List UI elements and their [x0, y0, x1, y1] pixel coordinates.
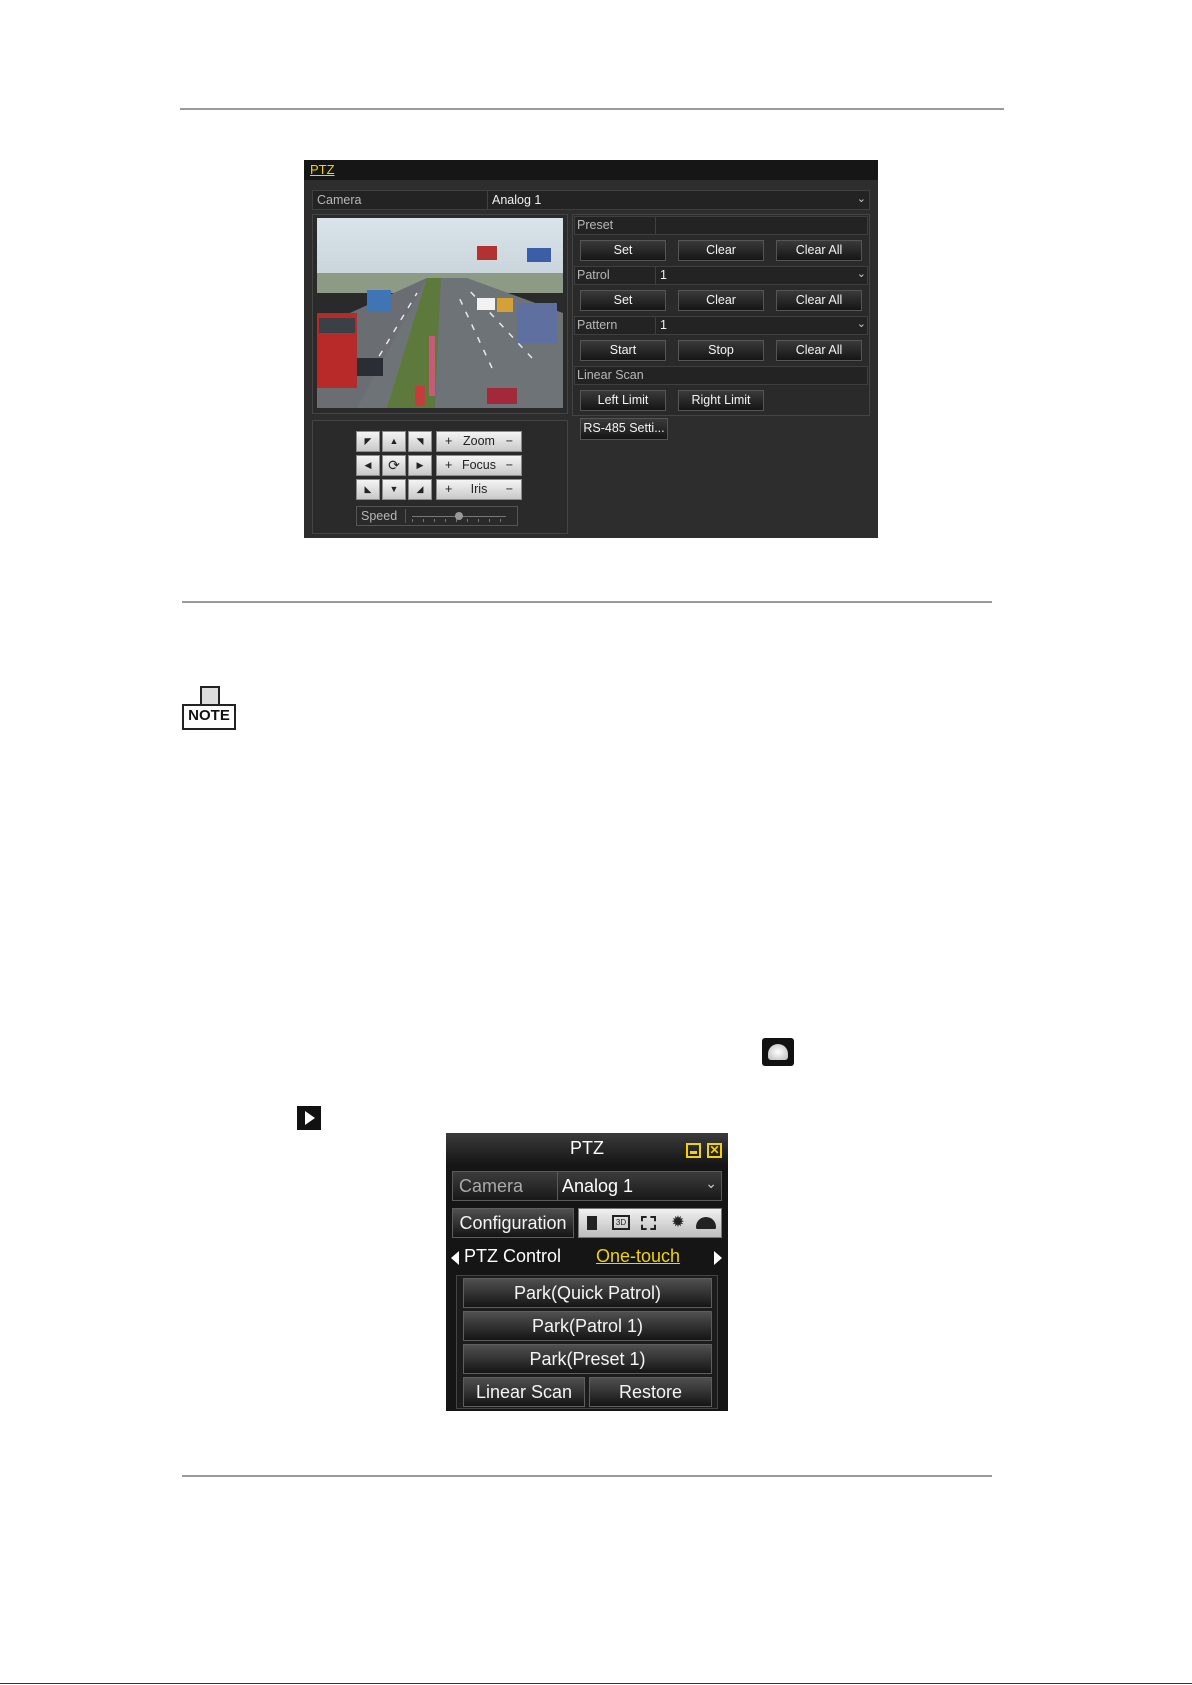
wiper-icon[interactable] [696, 1217, 716, 1229]
camera-label: Camera [459, 1176, 524, 1196]
menu-icon[interactable] [587, 1216, 597, 1230]
pan-down-left-button[interactable]: ◣ [356, 479, 380, 500]
camera-select-value: Analog 1 [492, 193, 542, 207]
pan-right-button[interactable]: ▶ [408, 455, 432, 476]
pan-down-right-button[interactable]: ◢ [408, 479, 432, 500]
ptz-control-window [446, 1133, 728, 1411]
minimize-icon [690, 1151, 697, 1154]
close-icon: ✕ [709, 1143, 720, 1157]
pattern-label: Pattern [577, 318, 618, 332]
patrol-label: Patrol [577, 268, 610, 282]
zoom-in-button[interactable]: + [445, 434, 453, 448]
zoom-label: Zoom [463, 434, 495, 448]
iris-control[interactable] [436, 479, 522, 500]
rs485-settings-button[interactable]: RS-485 Setti... [580, 418, 668, 440]
right-limit-button[interactable]: Right Limit [678, 390, 764, 411]
zoom-control[interactable] [436, 431, 522, 452]
preset-label: Preset [577, 218, 614, 232]
linear-scan-row [574, 366, 868, 385]
note-label: NOTE [182, 704, 236, 730]
pattern-clear-all-button[interactable]: Clear All [776, 340, 862, 361]
rotate-icon: ⟳ [388, 457, 400, 473]
3d-icon-text: 3D [615, 1218, 627, 1227]
preset-clear-all-button[interactable]: Clear All [776, 240, 862, 261]
linear-scan-button[interactable]: Linear Scan [463, 1377, 585, 1407]
restore-button[interactable]: Restore [589, 1377, 712, 1407]
ptz-tab-bar [304, 160, 878, 180]
note-clip-shape [200, 686, 220, 706]
park-patrol-button[interactable]: Park(Patrol 1) [463, 1311, 712, 1341]
chevron-down-icon: ⌄ [856, 193, 866, 205]
patrol-row [574, 266, 868, 285]
left-limit-button[interactable]: Left Limit [580, 390, 666, 411]
footer-rule [0, 1683, 1192, 1684]
camera-select[interactable] [487, 191, 870, 209]
pan-up-button[interactable]: ▲ [382, 431, 406, 452]
preset-row [574, 216, 868, 235]
header-rule [180, 108, 1004, 110]
camera-select[interactable] [557, 1172, 722, 1200]
crop-icon[interactable] [641, 1216, 656, 1230]
iris-label: Iris [470, 482, 488, 496]
camera-row [452, 1171, 722, 1201]
tab-one-touch[interactable]: One-touch [596, 1246, 681, 1266]
pattern-row [574, 316, 868, 335]
ptz-toolbar [578, 1208, 722, 1238]
patrol-clear-button[interactable]: Clear [678, 290, 764, 311]
tab-ptz[interactable]: PTZ [310, 162, 335, 177]
pattern-select[interactable] [655, 317, 868, 334]
preset-set-button[interactable]: Set [580, 240, 666, 261]
tab-prev-arrow[interactable] [451, 1251, 459, 1265]
configuration-button[interactable]: Configuration [452, 1208, 574, 1238]
pan-up-left-button[interactable]: ◤ [356, 431, 380, 452]
live-view-image [317, 218, 563, 408]
tab-next-arrow[interactable] [714, 1251, 722, 1265]
pan-up-right-button[interactable]: ◥ [408, 431, 432, 452]
pattern-stop-button[interactable]: Stop [678, 340, 764, 361]
patrol-select-value: 1 [660, 268, 667, 282]
focus-label: Focus [461, 458, 497, 472]
iris-plus-button[interactable]: + [445, 482, 453, 496]
iris-minus-button[interactable]: − [505, 482, 513, 496]
park-quick-patrol-button[interactable]: Park(Quick Patrol) [463, 1278, 712, 1308]
section-rule-1 [182, 601, 992, 603]
speed-slider-handle[interactable] [455, 512, 463, 520]
park-preset-button[interactable]: Park(Preset 1) [463, 1344, 712, 1374]
linear-scan-label: Linear Scan [577, 368, 644, 382]
speed-control [356, 506, 518, 526]
light-icon[interactable]: ✹ [671, 1214, 685, 1231]
chevron-down-icon: ⌄ [856, 318, 866, 330]
patrol-select[interactable] [655, 267, 868, 284]
pan-down-button[interactable]: ▼ [382, 479, 406, 500]
3d-icon[interactable] [612, 1215, 630, 1230]
window-title-bar [446, 1133, 728, 1165]
focus-control[interactable] [436, 455, 522, 476]
window-title: PTZ [570, 1138, 604, 1158]
ptz-settings-panel [304, 160, 878, 538]
speed-label: Speed [361, 509, 398, 523]
focus-minus-button[interactable]: − [505, 458, 513, 472]
camera-label: Camera [317, 193, 362, 207]
auto-pan-button[interactable] [382, 455, 406, 476]
section-rule-2 [182, 1475, 992, 1477]
preset-clear-button[interactable]: Clear [678, 240, 764, 261]
focus-plus-button[interactable]: + [445, 458, 453, 472]
pan-left-button[interactable]: ◀ [356, 455, 380, 476]
tab-ptz-control[interactable]: PTZ Control [464, 1246, 562, 1266]
minimize-button[interactable] [686, 1143, 701, 1158]
preset-input[interactable] [655, 217, 868, 234]
camera-row [312, 190, 870, 210]
chevron-down-icon: ⌄ [705, 1175, 717, 1191]
speed-slider[interactable] [405, 509, 512, 523]
expand-arrow-icon [297, 1106, 321, 1130]
pattern-select-value: 1 [660, 318, 667, 332]
patrol-clear-all-button[interactable]: Clear All [776, 290, 862, 311]
zoom-out-button[interactable]: − [505, 434, 513, 448]
patrol-set-button[interactable]: Set [580, 290, 666, 311]
camera-select-value: Analog 1 [562, 1176, 634, 1196]
pattern-start-button[interactable]: Start [580, 340, 666, 361]
chevron-down-icon: ⌄ [856, 268, 866, 280]
note-icon [180, 686, 234, 730]
close-button[interactable] [707, 1143, 722, 1158]
dome-camera-icon [762, 1038, 794, 1066]
